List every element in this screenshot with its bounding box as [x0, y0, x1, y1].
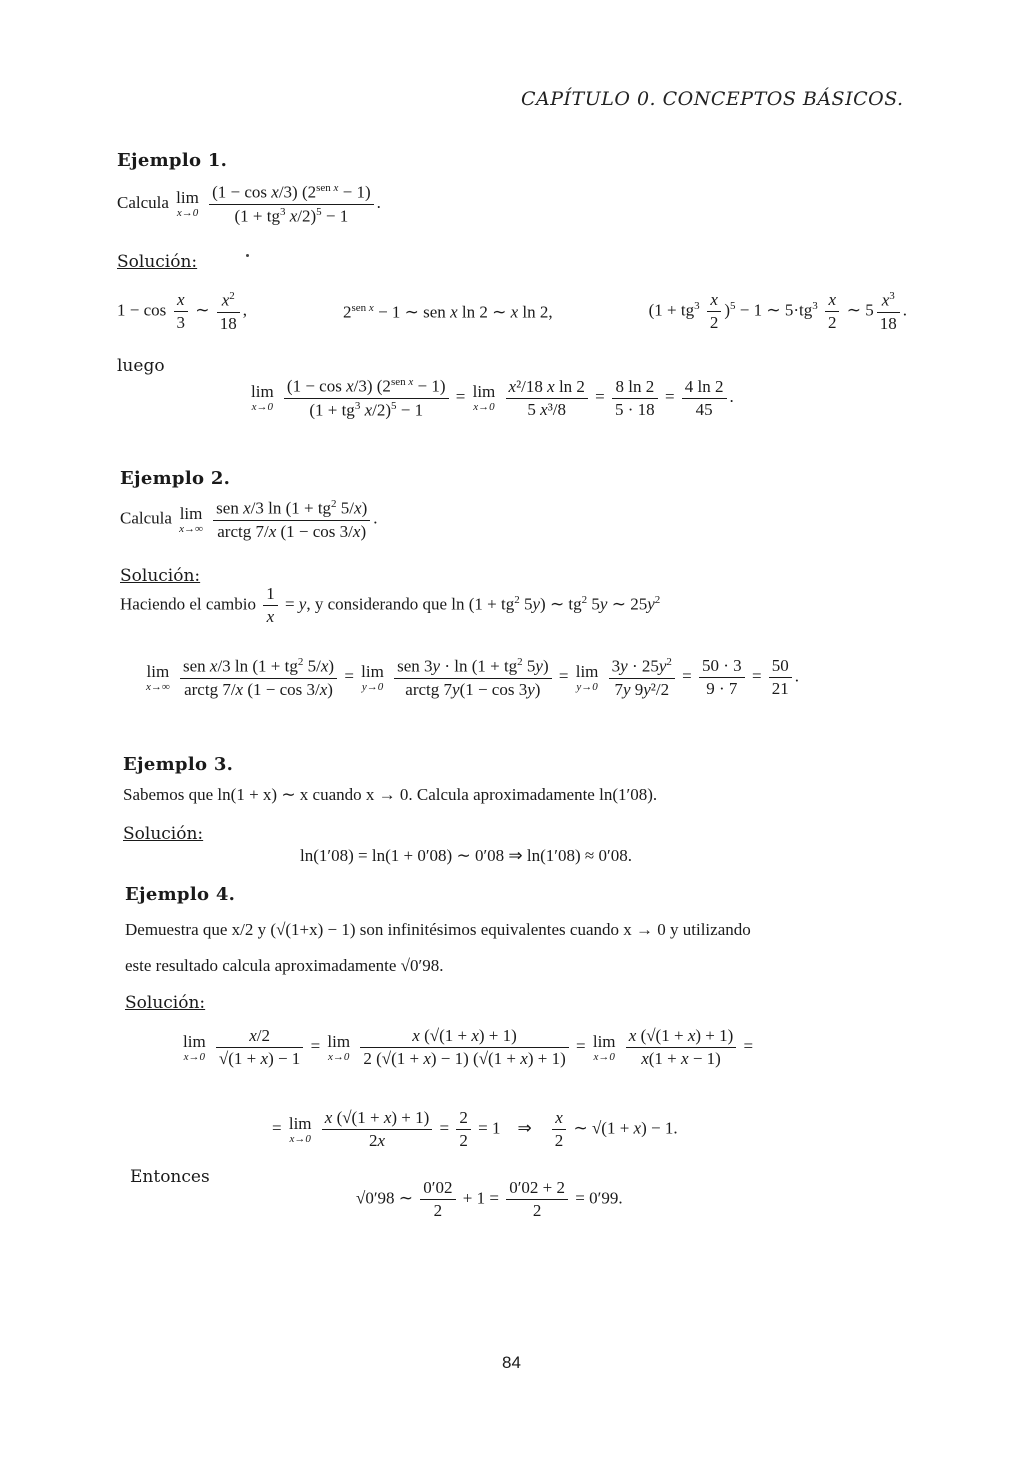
ejemplo-4-line-2: = lim x→0 $\frac{x (√(1 + x) + 1)}{2x}$ = $\frac{2}{2}$ = 1 ⇒ $\frac{x}{2}$ ∼ √(1 + x) − 1.: [272, 1108, 678, 1150]
limit-operator: lim y→0: [575, 661, 599, 693]
ejemplo-4-line-1: lim x→0 $\frac{x/2}{√(1 + x) - 1}$ = lim x→0 $\frac{x (√(1 + x) + 1)}{2 (√(1 + x) - 1) (√(1 + x) + 1)}$ = lim x→0 $\frac{x (√(1 + x) + 1)}{x(1 + x - 1)}$ =: [183, 1026, 754, 1068]
limit-operator: lim x→0: [176, 188, 199, 220]
calcula-label: Calcula: [117, 193, 169, 213]
calcula-label: Calcula: [120, 508, 172, 528]
result-fraction-3: $\frac{8 \ln 2}{5 \cdot 18}$: [612, 377, 658, 420]
page-number: 84: [502, 1353, 521, 1372]
ejemplo-2-change: Haciendo el cambio $\frac{1}{x}$ = y, y considerando que $\ln (1 + tg^2$ 5y) ∼ $tg^2$ 5y ∼ $25y^2$: [120, 584, 661, 626]
limit-operator: lim x→0: [251, 382, 274, 414]
ejemplo-1-result: lim x→0 $\frac{(1 - \cos x/3) (2^{sen x} - 1)}{(1 + tg^3 x/2)^5 - 1}$ = lim x→0 $\frac{\text{x²/18 x ln 2}}{\text{5 x³/8}}$ = $\frac{8 \ln 2}{5 \cdot 18}$ = $\frac{4 \ln 2}{45}$ .: [251, 376, 734, 420]
ejemplo-4-statement-line-2: este resultado calcula aproximadamente √0′98.: [125, 956, 444, 975]
result-fraction-3: $\frac{3y \cdot 25y^2}{\text{7y 9y²/2}}$: [609, 656, 675, 700]
result-fraction-2: $\frac{sen 3y \cdot \ln (1 + tg^2 5y)}{\text{arctg 7y(1 − cos 3y)}}$: [394, 656, 552, 700]
running-header: CAPÍTULO 0. CONCEPTOS BÁSICOS.: [521, 88, 904, 110]
line1-fraction-1: $\frac{x/2}{√(1 + x) - 1}$: [216, 1026, 303, 1069]
equivalence-1: 1 − cos $\frac{x}{3}$ ∼ $\frac{x^2}{18}$ ,: [117, 290, 247, 333]
ejemplo-2-solution-label: Solución:: [120, 566, 201, 586]
limit-operator: lim x→0: [183, 1031, 206, 1063]
limit-operator: lim y→0: [361, 661, 384, 693]
result-value: $\frac{50}{21}$: [769, 656, 792, 699]
ejemplo-1-equivalences: [117, 290, 907, 334]
line2-fraction-2: $\frac{2}{2}$: [456, 1108, 471, 1151]
line2-fraction-1: $\frac{x (√(1 + x) + 1)}{2x}$: [322, 1108, 433, 1151]
ejemplo-1-fraction: $\frac{(1 - \cos x/3) (2^{sen x} - 1)}{(1 + tg^3 x/2)^5 - 1}$: [209, 182, 374, 226]
ejemplo-2-result: lim x→∞ $\frac{sen x/3 \ln (1 + tg^2 5/x)}{\text{arctg 7/x (1 − cos 3/x)}}$ = lim y→0 $\frac{sen 3y \cdot \ln (1 + tg^2 5y)}{\text{arctg 7y(1 − cos 3y)}}$ = lim y→0 $\frac{3y \cdot 25y^2}{\text{7y 9y²/2}}$ = $\frac{50 \cdot 3}{9 \cdot 7}$ = $\frac{50}{21}$ .: [146, 656, 800, 699]
ink-dot: [246, 254, 249, 257]
ejemplo-4-solution-label: Solución:: [125, 993, 206, 1013]
limit-operator: lim x→∞: [179, 503, 203, 535]
ejemplo-3-title: Ejemplo 3.: [123, 754, 234, 775]
ejemplo-3-solution: ln(1′08) = ln(1 + 0′08) ∼ 0′08 ⇒ ln(1′08) ≈ 0′08.: [300, 846, 632, 865]
final-fraction-1: $\frac{0'02}{2}$: [420, 1178, 455, 1221]
equivalence-3: ($1 + tg^3$ $\frac{x}{2}$ )$^5$ − 1 ∼ $5\cdot tg^3$ $\frac{x}{2}$ ∼ 5 $\frac{x^3}{18}$ .: [648, 290, 907, 333]
ejemplo-1-luego: luego: [117, 356, 165, 376]
final-fraction-2: $\frac{0'02 + 2}{2}$: [506, 1178, 568, 1221]
limit-operator: lim x→0: [472, 382, 496, 414]
equivalence-2: $2^{sen x} - 1$ ∼ sen x ln 2 ∼ x ln 2,: [343, 301, 553, 322]
ejemplo-3-solution-label: Solución:: [123, 824, 204, 844]
limit-operator: lim x→0: [327, 1031, 351, 1063]
limit-operator: lim x→0: [288, 1113, 312, 1145]
ejemplo-2-title: Ejemplo 2.: [120, 468, 231, 489]
line1-fraction-2: $\frac{x (√(1 + x) + 1)}{2 (√(1 + x) - 1) (√(1 + x) + 1)}$: [360, 1026, 568, 1069]
result-fraction-2: $\frac{\text{x²/18 x ln 2}}{\text{5 x³/8}}$: [506, 377, 588, 420]
result-value: $\frac{4 \ln 2}{45}$: [682, 377, 727, 420]
ejemplo-2-fraction: $\frac{sen x/3 \ln (1 + tg^2 5/x)}{\text{arctg 7/x (1 − cos 3/x)}}$: [213, 498, 370, 542]
result-fraction-1: $\frac{sen x/3 \ln (1 + tg^2 5/x)}{\text{arctg 7/x (1 − cos 3/x)}}$: [180, 656, 337, 700]
ejemplo-1-title: Ejemplo 1.: [117, 150, 228, 171]
limit-operator: lim x→∞: [146, 661, 170, 693]
ejemplo-4-entonces: Entonces: [130, 1167, 210, 1187]
ejemplo-1-solution-label: Solución:: [117, 252, 198, 272]
limit-operator: lim x→0: [592, 1031, 616, 1063]
ejemplo-4-statement-line-1: Demuestra que x/2 y (√(1+x) − 1) son infinitésimos equivalentes cuando x → 0 y utilizando: [125, 920, 751, 939]
line1-fraction-3: $\frac{x (√(1 + x) + 1)}{x(1 + x - 1)}$: [626, 1026, 737, 1069]
ejemplo-2-statement: Calcula lim x→∞ $\frac{sen x/3 \ln (1 + tg^2 5/x)}{\text{arctg 7/x (1 − cos 3/x)}}$ .: [120, 498, 378, 541]
ejemplo-4-title: Ejemplo 4.: [125, 884, 236, 905]
result-fraction-4: $\frac{50 \cdot 3}{9 \cdot 7}$: [699, 656, 745, 699]
line2-fraction-3: $\frac{x}{2}$: [552, 1108, 567, 1151]
ejemplo-3-statement: Sabemos que ln(1 + x) ∼ x cuando x → 0. Calcula aproximadamente ln(1′08).: [123, 785, 658, 804]
ejemplo-4-final: √0′98 ∼ $\frac{0'02}{2}$ + 1 = $\frac{0'02 + 2}{2}$ = 0′99.: [356, 1178, 623, 1220]
ejemplo-1-statement: Calcula lim x→0 $\frac{(1 - \cos x/3) (2^{sen x} - 1)}{(1 + tg^3 x/2)^5 - 1}$ .: [117, 182, 381, 226]
result-fraction-1: $\frac{(1 - \cos x/3) (2^{sen x} - 1)}{(1 + tg^3 x/2)^5 - 1}$: [284, 376, 449, 420]
